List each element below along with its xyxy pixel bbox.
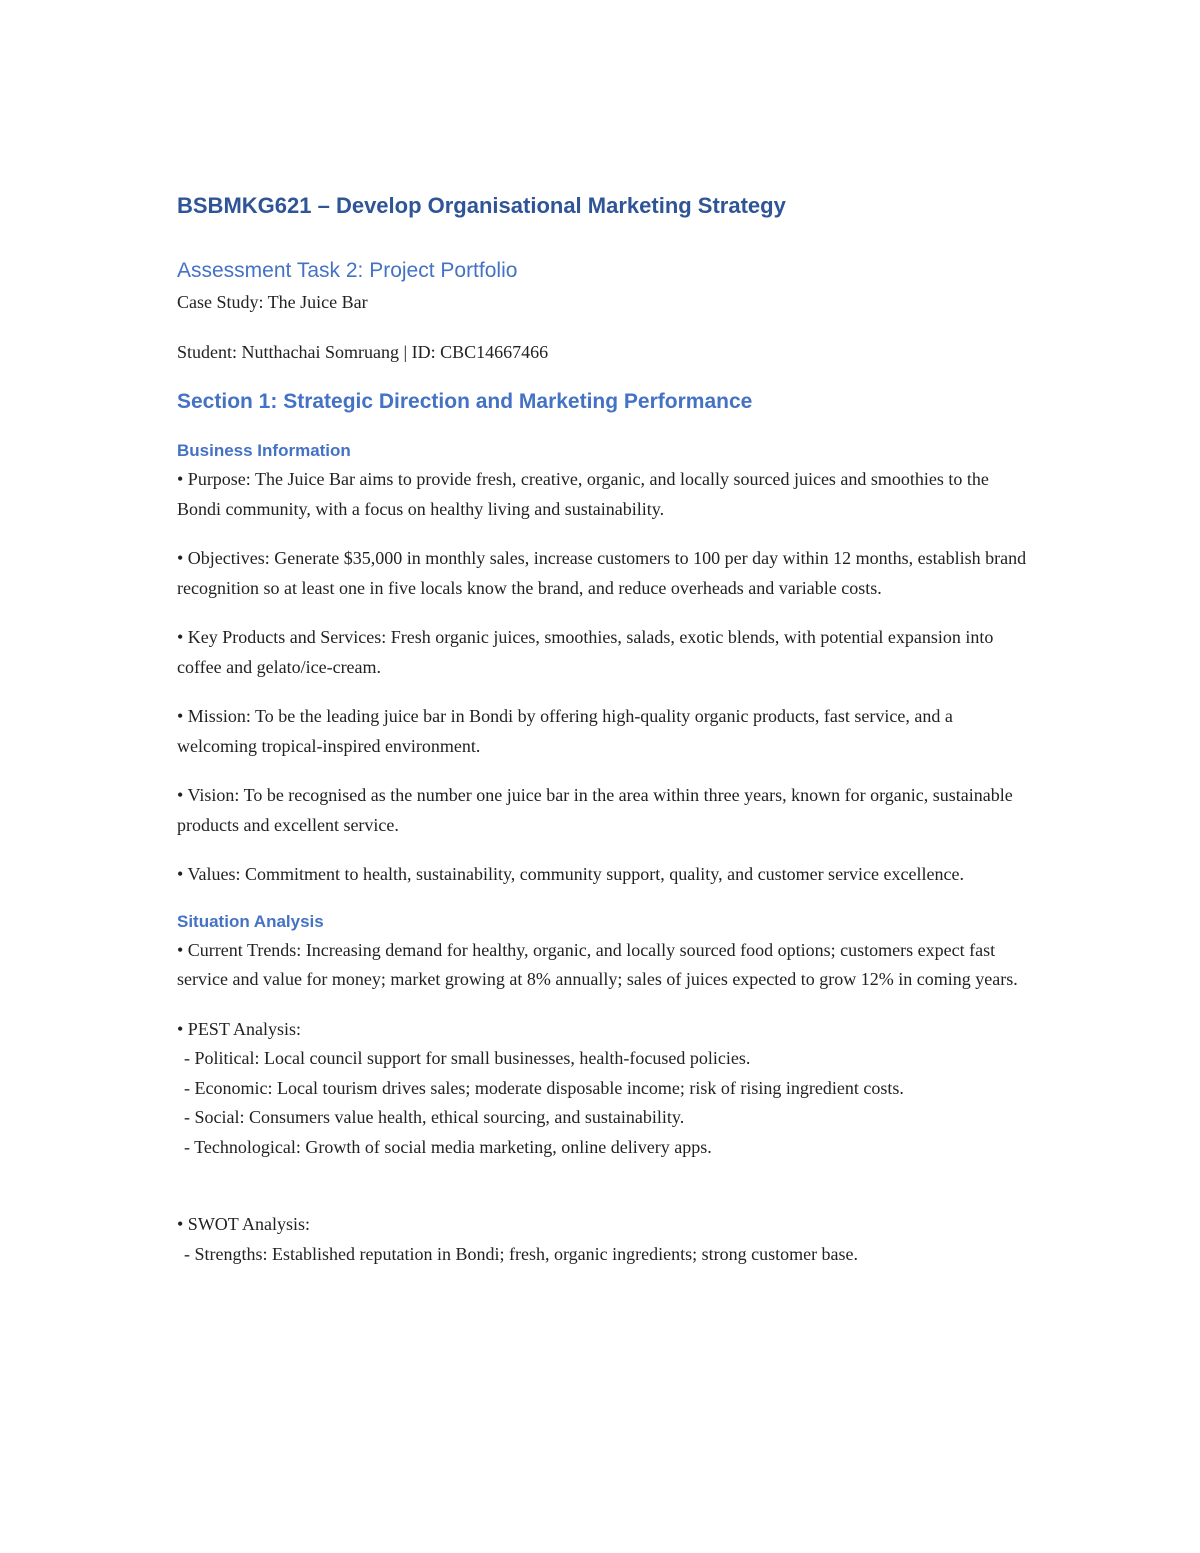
situation-analysis-heading: Situation Analysis xyxy=(177,911,324,931)
current-trends-paragraph: • Current Trends: Increasing demand for healthy, organic, and locally sourced food options; customers expect fast service and value for money; market growing at 8% annually; sales of juices expected to grow 12% in coming years. xyxy=(177,939,1018,989)
blank-spacer xyxy=(177,1162,1037,1210)
business-information-heading: Business Information xyxy=(177,441,351,460)
vision-paragraph: • Vision: To be recognised as the number one juice bar in the area within three years, known for organic, sustainable products and excellent service. xyxy=(177,785,1013,835)
section-1-heading: Section 1: Strategic Direction and Marketing Performance xyxy=(177,390,753,413)
student-line: Student: Nutthachai Somruang | ID: CBC14667466 xyxy=(177,341,549,362)
case-study-line: Case Study: The Juice Bar xyxy=(177,292,368,312)
pest-political: - Political: Local council support for small businesses, health-focused policies. xyxy=(184,1048,751,1068)
pest-social: - Social: Consumers value health, ethical sourcing, and sustainability. xyxy=(184,1107,685,1127)
pest-heading: • PEST Analysis: xyxy=(177,1018,301,1039)
key-products-paragraph: • Key Products and Services: Fresh organic juices, smoothies, salads, exotic blends, with potential expansion into coffee and gelato/ice-cream. xyxy=(177,627,994,677)
purpose-paragraph: • Purpose: The Juice Bar aims to provide fresh, creative, organic, and locally sourced juices and smoothies to the Bondi community, with a focus on healthy living and sustainability. xyxy=(177,469,989,519)
assessment-heading: Assessment Task 2: Project Portfolio xyxy=(177,259,518,282)
document-title: BSBMKG621 – Develop Organisational Marketing Strategy xyxy=(177,193,786,218)
mission-paragraph: • Mission: To be the leading juice bar in Bondi by offering high-quality organic products, fast service, and a welcoming tropical-inspired environment. xyxy=(177,706,953,756)
pest-economic: - Economic: Local tourism drives sales; moderate disposable income; risk of rising ingredient costs. xyxy=(184,1077,904,1098)
objectives-paragraph: • Objectives: Generate $35,000 in monthly sales, increase customers to 100 per day within 12 months, establish brand recognition so at least one in five locals know the brand, and reduce overheads and variable costs. xyxy=(177,548,1027,598)
swot-heading: • SWOT Analysis: xyxy=(177,1214,310,1234)
document-body xyxy=(177,188,1037,1269)
values-paragraph: • Values: Commitment to health, sustainability, community support, quality, and customer service excellence. xyxy=(177,864,964,884)
swot-strengths: - Strengths: Established reputation in Bondi; fresh, organic ingredients; strong customer base. xyxy=(184,1243,859,1264)
pest-technological: - Technological: Growth of social media marketing, online delivery apps. xyxy=(184,1136,712,1157)
